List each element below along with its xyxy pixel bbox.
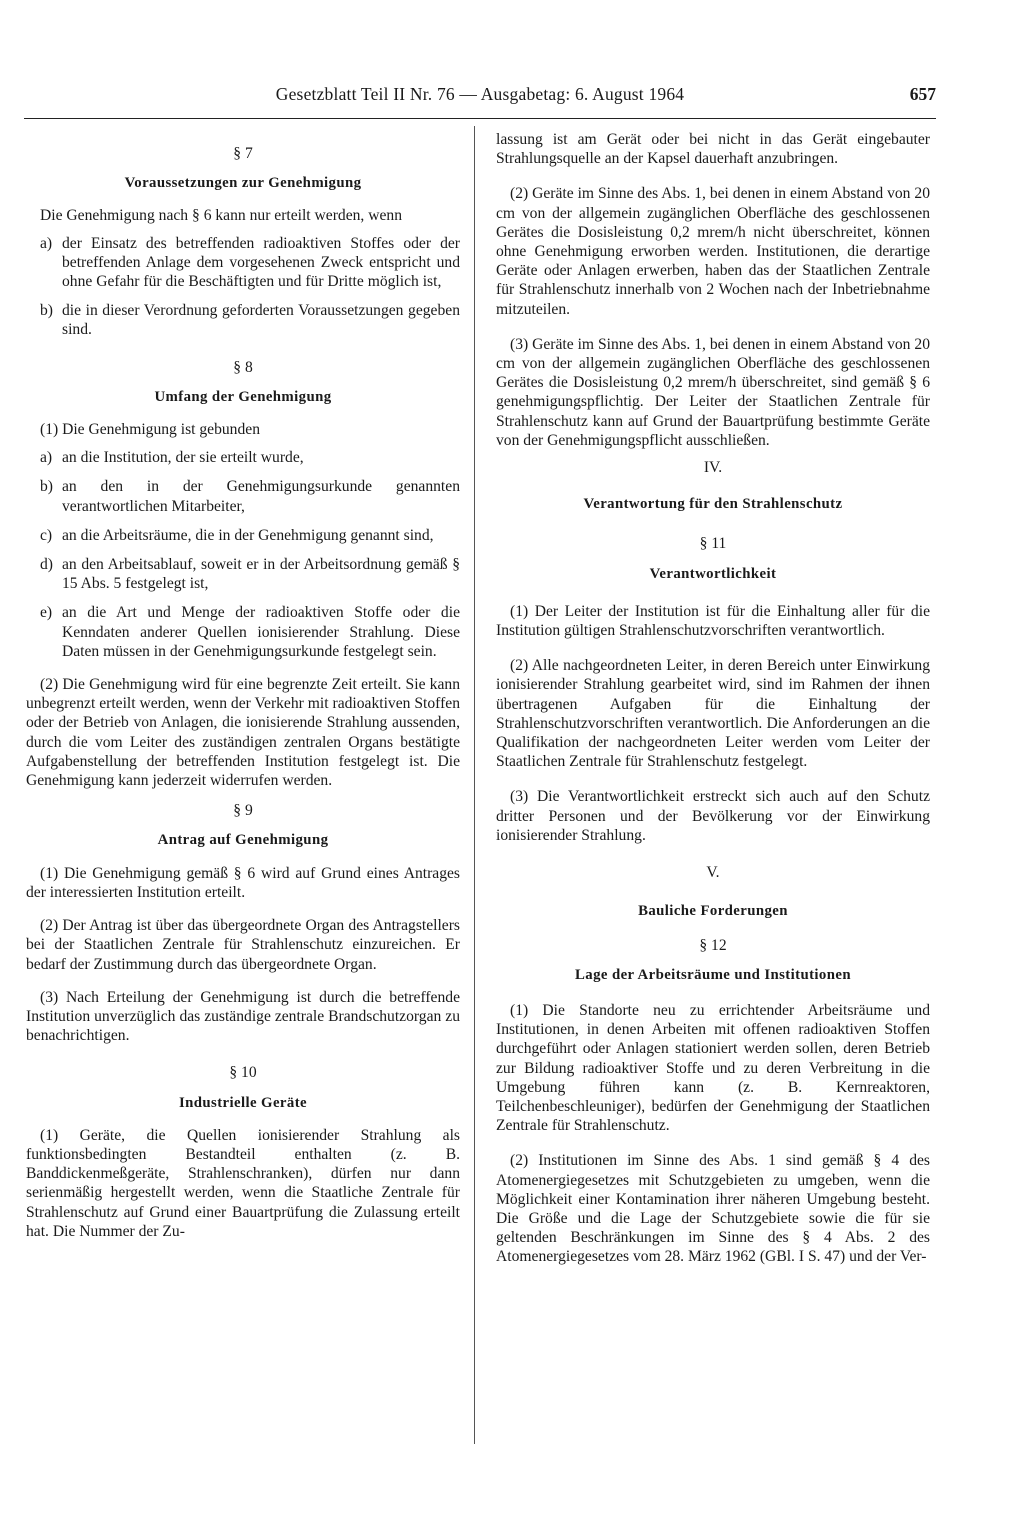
list-text: der Einsatz des betreffenden radioaktiven Stoffes oder der betreffenden Anlage dem vorgesehenen Zweck entspricht und ohne Gefahr für die Beschäftigten und für Dritte möglich ist, bbox=[62, 234, 460, 291]
part-number: IV. bbox=[703, 459, 723, 477]
list-text: an den Arbeitsablauf, soweit er in der Arbeitsordnung gemäß § 15 Abs. 5 festgelegt ist, bbox=[62, 556, 460, 593]
list-item bbox=[26, 526, 460, 545]
part-title: Bauliche Forderungen bbox=[638, 903, 788, 920]
paragraph: (3) Geräte im Sinne des Abs. 1, bei denen in einem Abstand von 20 cm von der allgemein zugänglichen Oberfläche des geschlossenen Gerätes die Dosisleistung 0,2 mrem/h überschreitet, sind gemäß § 6 genehmigungspflichtig. Der Leiter der Staatlichen Zentrale für Strahlenschutz kann auf Grund der Bauartprüfung bestimmte Geräte von der Genehmigungspflicht ausschließen. bbox=[496, 335, 930, 449]
list-item bbox=[26, 603, 460, 661]
header-title: Gesetzblatt Teil II Nr. 76 — Ausgabetag: 6. August 1964 bbox=[275, 84, 685, 104]
list-text: an den in der Genehmigungsurkunde genannten verantwortlichen Mitarbeiter, bbox=[62, 478, 460, 515]
section-number: § 10 bbox=[229, 1064, 257, 1082]
column-divider bbox=[474, 126, 475, 1444]
section-title: Antrag auf Genehmigung bbox=[157, 832, 329, 849]
list-label: b) bbox=[40, 478, 53, 496]
list-label: b) bbox=[40, 302, 53, 320]
paragraph: (2) Die Genehmigung wird für eine begrenzte Zeit erteilt. Sie kann unbegrenzt erteilt werden, wenn der Verkehr mit radioaktiven Stoffen oder der Betrieb von Anlagen, die ionisierende Strahlung aussenden, durch die vom Leiter des zuständigen zentralen Organs bestätigte Aufgabenstellung der betreffenden Institution festgelegt ist. Die Genehmigung kann jederzeit widerrufen werden. bbox=[26, 676, 460, 790]
paragraph: (2) Alle nachgeordneten Leiter, in deren Bereich unter Einwirkung ionisierender Strahlung gearbeitet wird, sind im Rahmen der ihnen übertragenen Aufgaben für die Einhaltung der Strahlenschutzvorschriften verantwortlich. Die Anforderungen an die Qualifikation der nachgeordneten Leiter werden vom Leiter der Staatlichen Zentrale für Strahlenschutz festgelegt. bbox=[496, 657, 930, 771]
paragraph: (3) Die Verantwortlichkeit erstreckt sich auch auf den Schutz dritter Personen und der Bevölkerung vor der Einwirkung ionisierender Strahlung. bbox=[496, 788, 930, 844]
paragraph: (2) Der Antrag ist über das übergeordnete Organ des Antragstellers bei der Staatlichen Zentrale für Strahlenschutz einzureichen. Er bedarf der Zustimmung durch das übergeordnete Organ. bbox=[26, 917, 460, 973]
section-number: § 9 bbox=[233, 802, 253, 820]
part-title: Verantwortung für den Strahlenschutz bbox=[583, 496, 843, 513]
paragraph: (1) Die Standorte neu zu errichtender Arbeitsräume und Institutionen, in denen Arbeiten mit offenen radioaktiven Stoffen durchgeführt oder Anlagen stationiert werden sollen, deren Betrieb zur Bildung radioaktiver Stoffe und zu deren Verbreitung in die Umgebung führen kann (z. B. Kernreaktoren, Teilchenbeschleuniger), bedürfen der Genehmigung der Staatlichen Zentrale für Strahlenschutz. bbox=[496, 1001, 930, 1135]
list-text: an die Institution, der sie erteilt wurde, bbox=[62, 449, 304, 467]
list-label: a) bbox=[40, 234, 53, 252]
list-item bbox=[26, 234, 460, 292]
paragraph: (1) Der Leiter der Institution ist für die Einhaltung aller für die Institution gültigen Strahlenschutzvorschriften verantwortlich. bbox=[496, 602, 930, 640]
list-item bbox=[26, 477, 460, 515]
section-number: § 12 bbox=[699, 936, 727, 954]
part-number: V. bbox=[706, 864, 720, 882]
paragraph: Die Genehmigung nach § 6 kann nur erteilt werden, wenn bbox=[40, 207, 403, 225]
list-item bbox=[26, 555, 460, 593]
paragraph: (3) Nach Erteilung der Genehmigung ist durch die betreffende Institution unverzüglich das zuständige zentrale Brandschutzorgan zu benachrichtigen. bbox=[26, 988, 460, 1045]
list-label: e) bbox=[40, 604, 53, 622]
section-number: § 7 bbox=[233, 145, 253, 162]
list-text: an die Arbeitsräume, die in der Genehmigung genannt sind, bbox=[62, 526, 434, 544]
paragraph: (2) Geräte im Sinne des Abs. 1, bei denen in einem Abstand von 20 cm von der allgemein zugänglichen Oberfläche des geschlossenen Gerätes die Dosisleistung 0,2 mrem/h nicht überschreitet, können ohne Genehmigung erworben werden. Institutionen, die derartige Geräte oder Anlagen erwerben, haben das der Staatlichen Zentrale für Strahlenschutz innerhalb von 2 Wochen nach der Inbetriebnahme mitzuteilen. bbox=[496, 185, 930, 318]
section-number: § 11 bbox=[699, 535, 727, 553]
list-label: c) bbox=[40, 526, 53, 544]
paragraph: (1) Die Genehmigung gemäß § 6 wird auf Grund eines Antrages der interessierten Institution erteilt. bbox=[26, 864, 460, 901]
list-item bbox=[26, 301, 460, 339]
section-number: § 8 bbox=[233, 358, 253, 376]
list-label: a) bbox=[40, 449, 53, 467]
section-title: Industrielle Geräte bbox=[178, 1094, 307, 1111]
right-column bbox=[496, 130, 930, 1267]
list-label: d) bbox=[40, 556, 53, 574]
section-title: Lage der Arbeitsräume und Institutionen bbox=[575, 966, 851, 983]
header-rule bbox=[24, 118, 936, 119]
paragraph: (1) Die Genehmigung ist gebunden bbox=[40, 421, 260, 439]
list-item bbox=[26, 448, 460, 467]
left-column bbox=[26, 130, 460, 1241]
paragraph: (2) Institutionen im Sinne des Abs. 1 sind gemäß § 4 des Atomenergiegesetzes mit Schutzgebieten zu umgeben, wenn die Möglichkeit einer Kontamination ihrer näheren Umgebung besteht. Die Größe und die Lage der Schutzgebiete sowie die für sie geltenden Beschränkungen im Sinne des § 4 Abs. 2 des Atomenergiegesetzes vom 28. März 1962 (GBl. I S. 47) und der Ver- bbox=[496, 1152, 930, 1266]
page-number: 657 bbox=[909, 84, 936, 104]
paragraph: (1) Geräte, die Quellen ionisierender Strahlung als funktionsbedingten Bestandteil enthalten (z. B. Banddickenmeßgeräte, Strahlenschranken), dürfen nur dann serienmäßig hergestellt werden, wenn die Staatliche Zentrale für Strahlenschutz auf Grund einer Bauartprüfung die Zulassung erteilt hat. Die Nummer der Zu- bbox=[26, 1126, 460, 1240]
section-title: Verantwortlichkeit bbox=[649, 565, 777, 582]
page-header bbox=[24, 84, 936, 110]
section-title: Umfang der Genehmigung bbox=[154, 388, 332, 405]
list-text: die in dieser Verordnung geforderten Voraussetzungen gegeben sind. bbox=[62, 302, 460, 339]
section-title: Voraussetzungen zur Genehmigung bbox=[124, 175, 362, 192]
list-text: an die Art und Menge der radioaktiven Stoffe oder die Kenndaten anderer Quellen ionisierender Strahlung. Diese Daten müssen in der Genehmigungsurkunde festgelegt sein. bbox=[62, 604, 460, 660]
paragraph-continued: lassung ist am Gerät oder bei nicht in das Gerät eingebauter Strahlungsquelle an der Kapsel dauerhaft anzubringen. bbox=[496, 131, 930, 168]
